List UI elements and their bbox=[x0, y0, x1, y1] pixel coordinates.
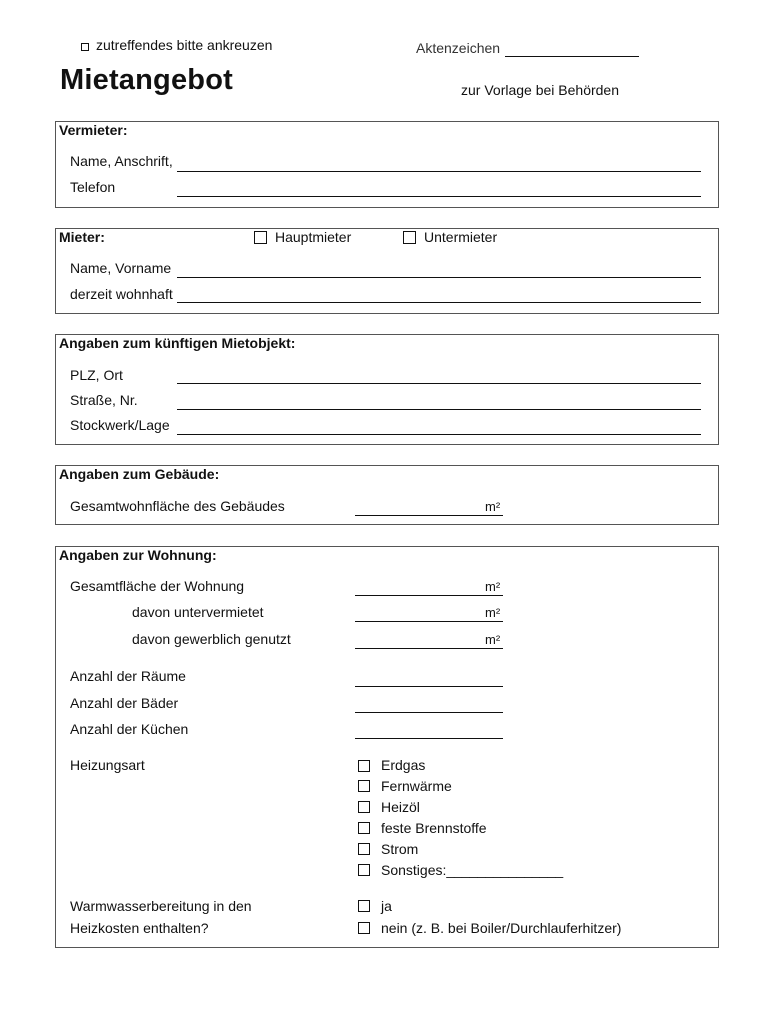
sublet-label: davon untervermietet bbox=[132, 604, 264, 620]
baths-label: Anzahl der Bäder bbox=[70, 695, 179, 711]
tenant-heading: Mieter: bbox=[59, 229, 105, 245]
hotwater-no-checkbox[interactable] bbox=[358, 922, 370, 934]
heating-option-checkbox[interactable] bbox=[358, 780, 370, 792]
hotwater-label-line2: Heizkosten enthalten? bbox=[70, 920, 209, 936]
building-area-field[interactable] bbox=[355, 515, 503, 516]
property-zip-label: PLZ, Ort bbox=[70, 367, 123, 383]
page-title: Mietangebot bbox=[60, 64, 233, 96]
tenant-name-label: Name, Vorname bbox=[70, 260, 172, 276]
rooms-label: Anzahl der Räume bbox=[70, 668, 186, 684]
sublet-unit: m² bbox=[485, 605, 501, 620]
commercial-label: davon gewerblich genutzt bbox=[132, 631, 291, 647]
building-area-label: Gesamtwohnfläche des Gebäudes bbox=[70, 498, 285, 514]
apartment-area-unit: m² bbox=[485, 579, 501, 594]
main-tenant-checkbox[interactable] bbox=[254, 231, 267, 244]
main-tenant-label: Hauptmieter bbox=[275, 229, 352, 245]
hint-checkbox-icon bbox=[81, 43, 89, 51]
building-area-unit: m² bbox=[485, 499, 501, 514]
heating-option-label: Erdgas bbox=[381, 757, 426, 773]
tenant-residence-field[interactable] bbox=[177, 302, 701, 303]
file-number-field[interactable] bbox=[505, 56, 639, 57]
sublet-field[interactable] bbox=[355, 621, 503, 622]
hotwater-label-line1: Warmwasserbereitung in den bbox=[70, 898, 252, 914]
hotwater-no-label: nein (z. B. bei Boiler/Durchlauferhitzer) bbox=[381, 920, 622, 936]
apartment-area-field[interactable] bbox=[355, 595, 503, 596]
property-street-label: Straße, Nr. bbox=[70, 392, 138, 408]
hotwater-yes-label: ja bbox=[381, 898, 392, 914]
heating-option-label: Fernwärme bbox=[381, 778, 452, 794]
property-zip-field[interactable] bbox=[177, 383, 701, 384]
tenant-name-field[interactable] bbox=[177, 277, 701, 278]
landlord-phone-field[interactable] bbox=[177, 196, 701, 197]
landlord-heading: Vermieter: bbox=[59, 122, 128, 138]
landlord-name-field[interactable] bbox=[177, 171, 701, 172]
property-heading: Angaben zum künftigen Mietobjekt: bbox=[59, 335, 296, 351]
heating-option-label: Heizöl bbox=[381, 799, 420, 815]
heating-option-checkbox[interactable] bbox=[358, 843, 370, 855]
heating-label: Heizungsart bbox=[70, 757, 145, 773]
apartment-heading: Angaben zur Wohnung: bbox=[59, 547, 217, 563]
commercial-unit: m² bbox=[485, 632, 501, 647]
file-number-label: Aktenzeichen bbox=[416, 40, 501, 56]
hint-text: zutreffendes bitte ankreuzen bbox=[96, 37, 273, 53]
heating-option-checkbox[interactable] bbox=[358, 760, 370, 772]
tenant-residence-label: derzeit wohnhaft bbox=[70, 286, 173, 302]
property-street-field[interactable] bbox=[177, 409, 701, 410]
heating-option-label: Sonstiges:_______________ bbox=[381, 862, 564, 878]
heating-option-checkbox[interactable] bbox=[358, 822, 370, 834]
property-floor-field[interactable] bbox=[177, 434, 701, 435]
kitchens-label: Anzahl der Küchen bbox=[70, 721, 189, 737]
heating-option-checkbox[interactable] bbox=[358, 864, 370, 876]
landlord-name-label: Name, Anschrift, bbox=[70, 153, 173, 169]
property-floor-label: Stockwerk/Lage bbox=[70, 417, 170, 433]
heating-option-checkbox[interactable] bbox=[358, 801, 370, 813]
hotwater-yes-checkbox[interactable] bbox=[358, 900, 370, 912]
heating-option-label: Strom bbox=[381, 841, 419, 857]
page-subtitle: zur Vorlage bei Behörden bbox=[461, 82, 619, 98]
baths-field[interactable] bbox=[355, 712, 503, 713]
commercial-field[interactable] bbox=[355, 648, 503, 649]
subtenant-checkbox[interactable] bbox=[403, 231, 416, 244]
rooms-field[interactable] bbox=[355, 686, 503, 687]
building-heading: Angaben zum Gebäude: bbox=[59, 466, 220, 482]
apartment-area-label: Gesamtfläche der Wohnung bbox=[70, 578, 245, 594]
subtenant-label: Untermieter bbox=[424, 229, 498, 245]
landlord-phone-label: Telefon bbox=[70, 179, 116, 195]
kitchens-field[interactable] bbox=[355, 738, 503, 739]
heating-option-label: feste Brennstoffe bbox=[381, 820, 487, 836]
